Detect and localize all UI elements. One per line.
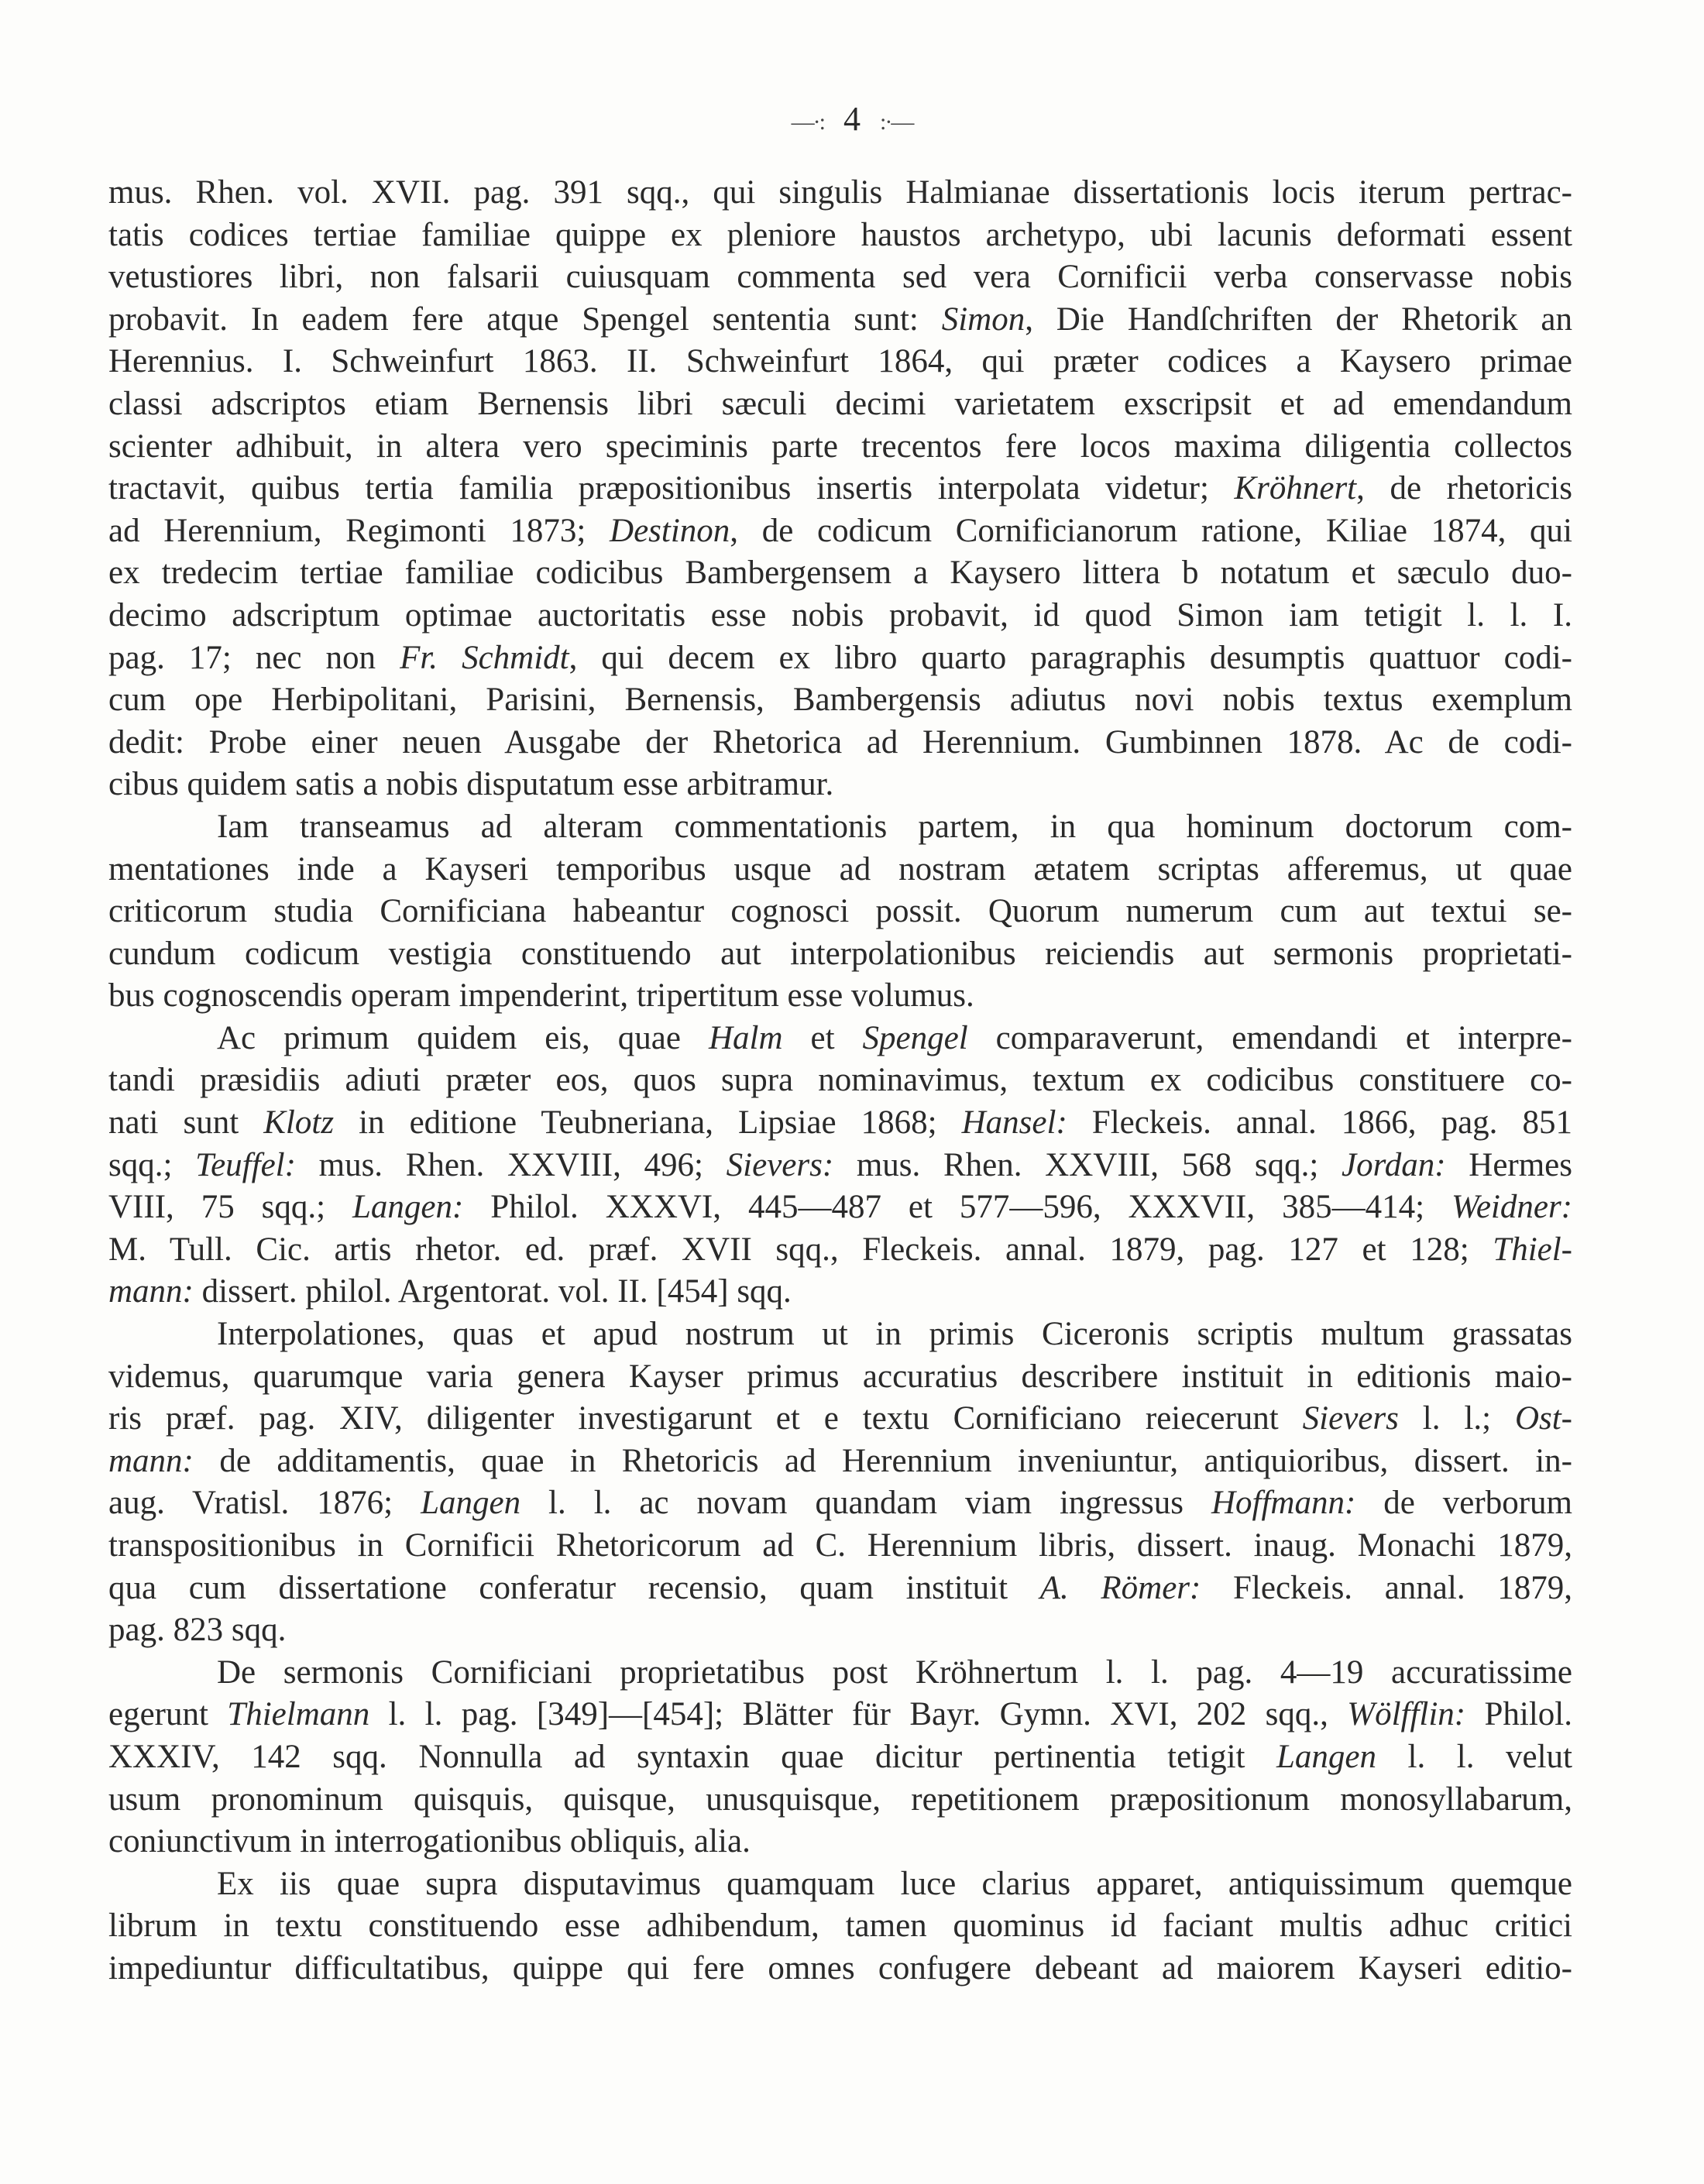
text-segment: M. Tull. Cic. artis rhetor. ed. præf. XVII sqq., Fleckeis. annal. 1879, pag. 127 et 128; (108, 1231, 1493, 1268)
paragraph (108, 1652, 1572, 1863)
text-segment: mus. Rhen. vol. XVII. pag. 391 sqq., qui singulis Halmianae dissertationis locis iterum pertrac- (108, 174, 1572, 211)
text-line (108, 1186, 1572, 1229)
text-segment: De sermonis Cornificiani proprietatibus post Kröhnertum l. l. pag. 4—19 accuratissime (217, 1653, 1572, 1691)
text-segment: ris præf. pag. XIV, diligenter investigarunt et e textu Cornificiano reiecerunt (108, 1400, 1303, 1437)
text-line (108, 215, 1572, 257)
text-line (108, 256, 1572, 299)
body-text (108, 172, 1572, 1990)
text-segment: pag. 823 sqq. (108, 1612, 287, 1649)
italic-reference: Wölfflin: (1347, 1696, 1466, 1733)
text-segment: , Die Handſchriften der Rhetorik an (1025, 300, 1572, 338)
italic-reference: A. Römer: (1039, 1569, 1201, 1606)
text-segment: l. l. velut (1376, 1738, 1572, 1775)
text-segment: mus. Rhen. XXVIII, 496; (295, 1146, 727, 1183)
text-segment: Philol. (1465, 1696, 1572, 1733)
text-segment: bus cognoscendis operam impenderint, tripertitum esse volumus. (108, 977, 974, 1015)
text-segment: de additamentis, quae in Rhetoricis ad Herennium inveniuntur, antiquioribus, dissert. in- (193, 1442, 1572, 1479)
text-segment: l. l. ac novam quandam viam ingressus (520, 1485, 1211, 1522)
text-segment: vetustiores libri, non falsarii cuiusquam commenta sed vera Cornificii verba conservasse nobis (108, 259, 1572, 296)
text-line (108, 1652, 1572, 1695)
paragraph (108, 1313, 1572, 1652)
italic-reference: Klotz (263, 1104, 335, 1142)
text-segment: de verborum (1355, 1485, 1572, 1522)
text-line (108, 1271, 1572, 1313)
text-line (108, 1609, 1572, 1652)
text-line (108, 891, 1572, 933)
text-segment: sqq.; (108, 1146, 196, 1183)
ornament-left: —·: (791, 108, 824, 135)
text-segment: ad Herennium, Regimonti 1873; (108, 512, 610, 549)
text-line (108, 1482, 1572, 1525)
text-segment: impediuntur difficultatibus, quippe qui fere omnes confugere debeant ad maiorem Kayseri editio- (108, 1949, 1572, 1987)
text-line (108, 468, 1572, 510)
text-segment: Philol. XXXVI, 445—487 et 577—596, XXXVII, 385—414; (463, 1189, 1451, 1226)
text-line (108, 975, 1572, 1018)
text-line (108, 1821, 1572, 1863)
text-line (108, 1059, 1572, 1102)
text-segment: decimo adscriptum optimae auctoritatis esse nobis probavit, id quod Simon iam tetigit l. l. I. (108, 596, 1572, 634)
text-segment: mus. Rhen. XXVIII, 568 sqq.; (833, 1146, 1342, 1183)
text-segment: comparaverunt, emendandi et interpre- (967, 1019, 1572, 1056)
text-segment: Fleckeis. annal. 1866, pag. 851 (1067, 1104, 1572, 1142)
page-header (0, 99, 1704, 139)
text-segment: qua cum dissertatione conferatur recensio, quam instituit (108, 1569, 1040, 1606)
text-line (108, 1018, 1572, 1060)
text-line (108, 764, 1572, 806)
italic-reference: Sievers (1302, 1400, 1399, 1437)
text-segment: Hermes (1445, 1146, 1573, 1183)
text-segment: nati sunt (108, 1104, 264, 1142)
text-segment: XXXIV, 142 sqq. Nonnulla ad syntaxin quae dicitur pertinentia tetigit (108, 1738, 1277, 1775)
text-segment: videmus, quarumque varia genera Kayser primus accuratius describere instituit in editionis maio- (108, 1358, 1572, 1395)
text-segment: egerunt (108, 1696, 228, 1733)
text-line (108, 1694, 1572, 1736)
text-line (108, 1102, 1572, 1145)
text-line (108, 1568, 1572, 1610)
text-segment: aug. Vratisl. 1876; (108, 1485, 421, 1522)
italic-reference: Fr. Schmidt (400, 639, 569, 676)
text-segment: librum in textu constituendo esse adhibendum, tamen quominus id faciant multis adhuc critici (108, 1908, 1572, 1945)
text-line (108, 1441, 1572, 1483)
italic-reference: Hansel: (961, 1104, 1067, 1142)
text-segment: Interpolationes, quas et apud nostrum ut in primis Ciceronis scriptis multum grassatas (217, 1316, 1572, 1353)
text-segment: tractavit, quibus tertia familia præpositionibus insertis interpolata videtur; (108, 470, 1235, 507)
italic-reference: Langen (1276, 1738, 1377, 1775)
text-segment: in editione Teubneriana, Lipsiae 1868; (334, 1104, 962, 1142)
text-segment: Iam transeamus ad alteram commentationis partem, in qua hominum doctorum com- (217, 808, 1572, 845)
paragraph (108, 1018, 1572, 1313)
text-line (108, 933, 1572, 976)
text-line (108, 510, 1572, 553)
italic-reference: Hoffmann: (1211, 1485, 1356, 1522)
text-segment: usum pronominum quisquis, quisque, unusquisque, repetitionem præpositionum monosyllabarum, (108, 1781, 1572, 1818)
text-line (108, 1863, 1572, 1906)
paragraph (108, 806, 1572, 1018)
text-line (108, 383, 1572, 426)
text-line (108, 552, 1572, 595)
text-line (108, 1779, 1572, 1822)
italic-reference: Langen (421, 1485, 521, 1522)
italic-reference: Weidner: (1451, 1189, 1572, 1226)
text-segment: tatis codices tertiae familiae quippe ex pleniore haustos archetypo, ubi lacunis deformati essent (108, 216, 1572, 253)
paragraph (108, 172, 1572, 806)
text-segment: VIII, 75 sqq.; (108, 1189, 353, 1226)
text-segment: scienter adhibuit, in altera vero speciminis parte trecentos fere locos maxima diligentia collectos (108, 428, 1572, 465)
italic-reference: Thiel- (1493, 1231, 1572, 1268)
text-line (108, 1313, 1572, 1356)
text-segment: dedit: Probe einer neuen Ausgabe der Rhetorica ad Herennium. Gumbinnen 1878. Ac de codi- (108, 723, 1572, 761)
paragraph (108, 1863, 1572, 1990)
text-segment: Fleckeis. annal. 1879, (1201, 1569, 1572, 1606)
text-segment: l. l.; (1398, 1400, 1515, 1437)
text-line (108, 679, 1572, 722)
page-number: 4 (843, 100, 861, 138)
text-segment: cum ope Herbipolitani, Parisini, Bernensis, Bambergensis adiutus novi nobis textus exemplum (108, 682, 1572, 719)
italic-reference: Teuffel: (195, 1146, 296, 1183)
italic-reference: Kröhnert (1234, 470, 1357, 507)
italic-reference: Ost- (1514, 1400, 1572, 1437)
text-segment: l. l. pag. [349]—[454]; Blätter für Bayr. Gymn. XVI, 202 sqq., (369, 1696, 1348, 1733)
text-segment: tandi præsidiis adiuti præter eos, quos supra nominavimus, textum ex codicibus constituere co- (108, 1062, 1572, 1099)
text-line (108, 1905, 1572, 1948)
text-line (108, 637, 1572, 680)
italic-reference: Simon (941, 300, 1025, 338)
text-line (108, 299, 1572, 342)
text-segment: dissert. philol. Argentorat. vol. II. [454] sqq. (193, 1273, 792, 1310)
text-segment: criticorum studia Cornificiana habeantur cognosci possit. Quorum numerum cum aut textui se- (108, 893, 1572, 930)
text-segment: et (782, 1019, 863, 1056)
text-line (108, 849, 1572, 891)
text-line (108, 426, 1572, 469)
ornament-right: :·— (880, 108, 913, 135)
italic-reference: Sievers: (726, 1146, 834, 1183)
text-segment: cibus quidem satis a nobis disputatum esse arbitramur. (108, 766, 834, 803)
text-segment: Ac primum quidem eis, quae (217, 1019, 709, 1056)
text-segment: mentationes inde a Kayseri temporibus usque ad nostram ætatem scriptas afferemus, ut quae (108, 850, 1572, 888)
italic-reference: Spengel (862, 1019, 968, 1056)
text-line (108, 172, 1572, 215)
text-line (108, 1145, 1572, 1187)
text-line (108, 341, 1572, 383)
text-segment: , qui decem ex libro quarto paragraphis desumptis quattuor codi- (569, 639, 1572, 676)
text-line (108, 595, 1572, 637)
text-line (108, 1229, 1572, 1272)
text-segment: coniunctivum in interrogationibus obliquis, alia. (108, 1823, 751, 1860)
text-segment: classi adscriptos etiam Bernensis libri sæculi decimi varietatem exscripsit et ad emendandum (108, 385, 1572, 422)
italic-reference: Halm (708, 1019, 783, 1056)
text-segment: , de codicum Cornificianorum ratione, Kiliae 1874, qui (730, 512, 1572, 549)
italic-reference: Thielmann (227, 1696, 370, 1733)
text-line (108, 1356, 1572, 1399)
text-line (108, 806, 1572, 849)
text-segment: cundum codicum vestigia constituendo aut interpolationibus reiciendis aut sermonis proprietati- (108, 935, 1572, 972)
italic-reference: mann: (108, 1273, 194, 1310)
text-line (108, 722, 1572, 764)
text-line (108, 1398, 1572, 1441)
text-segment: ex tredecim tertiae familiae codicibus Bambergensem a Kaysero littera b notatum et sæculo duo- (108, 555, 1572, 592)
text-segment: pag. 17; nec non (108, 639, 400, 676)
text-segment: transpositionibus in Cornificii Rhetoricorum ad C. Herennium libris, dissert. inaug. Monachi 1879, (108, 1527, 1572, 1564)
italic-reference: mann: (108, 1442, 194, 1479)
text-line (108, 1525, 1572, 1568)
italic-reference: Destinon (610, 512, 730, 549)
text-line (108, 1736, 1572, 1779)
italic-reference: Langen: (352, 1189, 464, 1226)
text-segment: Herennius. I. Schweinfurt 1863. II. Schweinfurt 1864, qui præter codices a Kaysero primae (108, 343, 1572, 380)
text-segment: Ex iis quae supra disputavimus quamquam luce clarius apparet, antiquissimum quemque (217, 1865, 1572, 1902)
text-segment: probavit. In eadem fere atque Spengel sententia sunt: (108, 300, 942, 338)
text-segment: , de rhetoricis (1356, 470, 1572, 507)
italic-reference: Jordan: (1342, 1146, 1446, 1183)
text-line (108, 1948, 1572, 1990)
